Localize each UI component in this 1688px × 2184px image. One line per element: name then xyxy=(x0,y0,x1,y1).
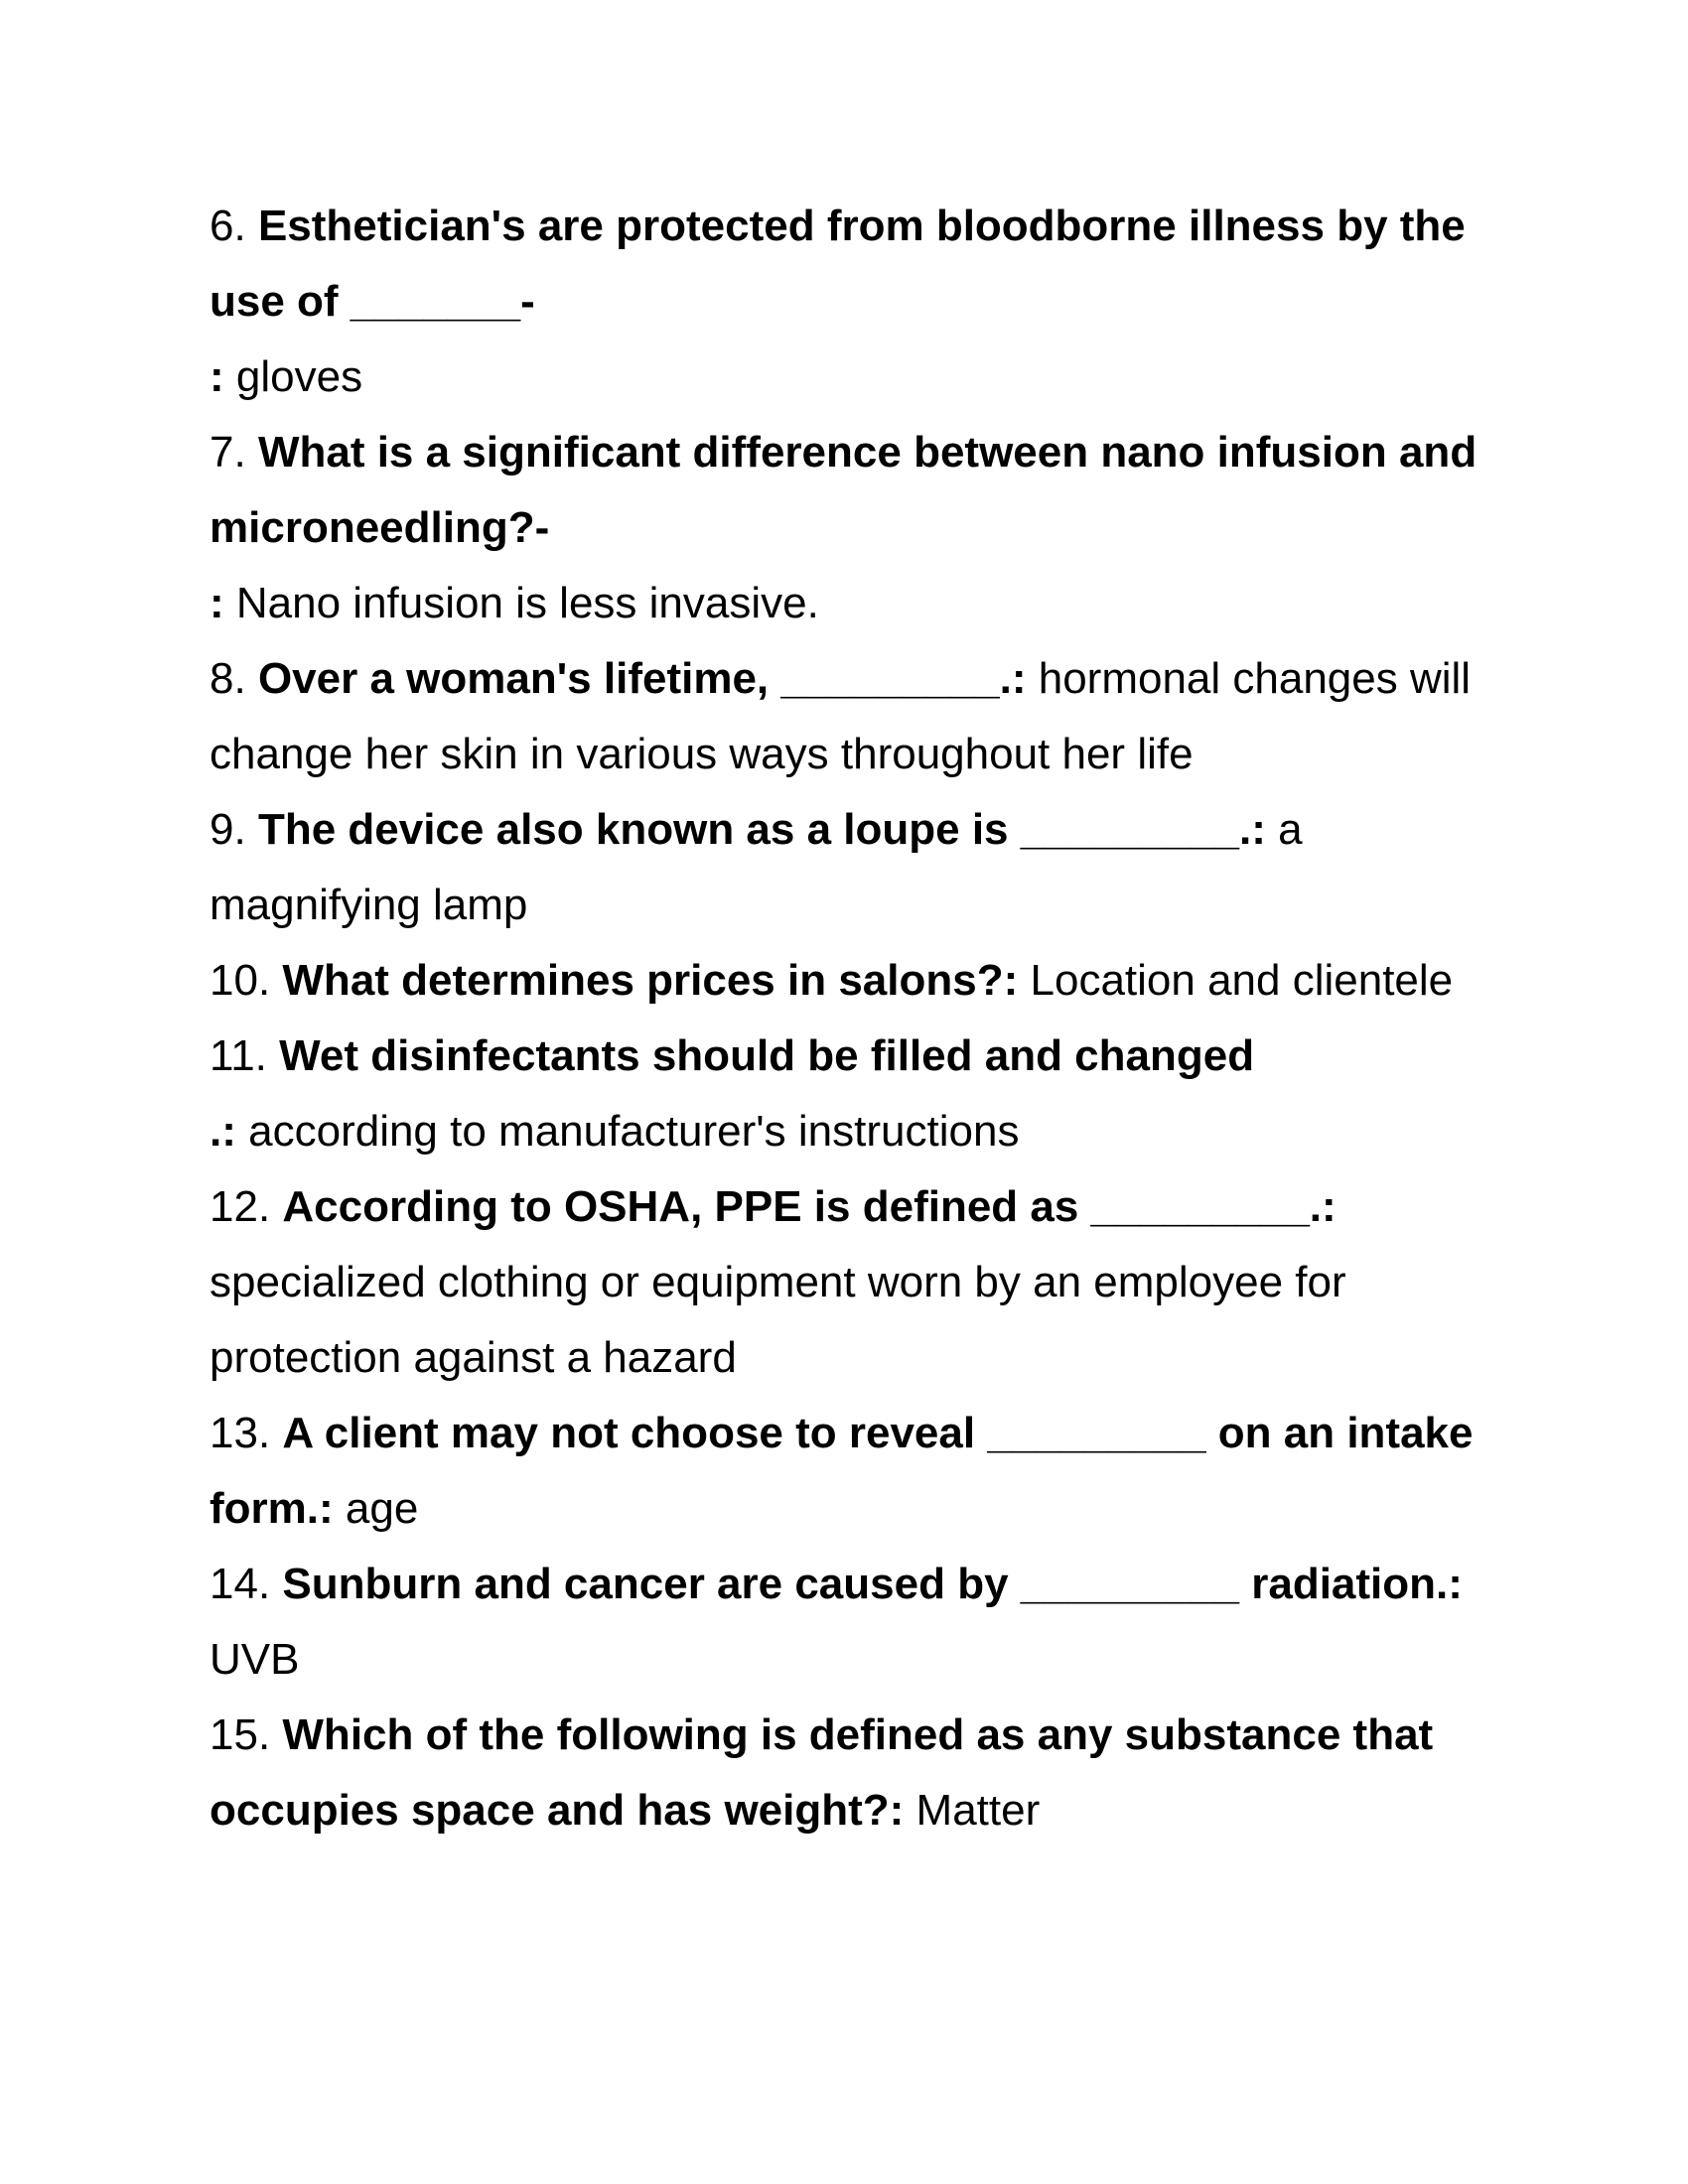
question-text: Which of the following is defined as any substance that occupies space and has weight? xyxy=(210,1710,1434,1835)
qa-item-6 xyxy=(210,189,1500,340)
item-number: 11. xyxy=(210,1031,267,1080)
item-number: 10. xyxy=(210,956,271,1005)
question-text: What determines prices in salons? xyxy=(282,956,1004,1005)
answer-line-7 xyxy=(210,566,1500,641)
answer-line-11 xyxy=(210,1094,1500,1169)
answer-text: gloves xyxy=(235,352,363,401)
answer-separator: : xyxy=(1003,956,1019,1005)
question-text: Over a woman's lifetime, _________. xyxy=(257,654,1012,703)
question-text: According to OSHA, PPE is defined as _________. xyxy=(282,1182,1323,1231)
answer-separator: : xyxy=(1251,805,1266,854)
item-number: 13. xyxy=(210,1409,271,1457)
answer-text: specialized clothing or equipment worn by an employee for protection against a hazard xyxy=(210,1258,1346,1382)
answer-text: hormonal changes will change her skin in various ways throughout her life xyxy=(210,654,1472,778)
item-number: 14. xyxy=(210,1560,271,1608)
question-text: Wet disinfectants should be filled and changed xyxy=(279,1031,1255,1080)
item-number: 9. xyxy=(210,805,246,854)
qa-item-12 xyxy=(210,1169,1500,1396)
answer-text: Location and clientele xyxy=(1030,956,1454,1005)
question-text: Sunburn and cancer are caused by _________ radiation. xyxy=(282,1560,1449,1608)
answer-line-6 xyxy=(210,340,1500,415)
answer-text: UVB xyxy=(210,1635,300,1684)
answer-separator: : xyxy=(319,1484,334,1533)
item-number: 6. xyxy=(210,202,246,250)
answer-separator: .: xyxy=(210,1107,236,1156)
answer-separator: : xyxy=(210,579,224,627)
answer-separator: : xyxy=(889,1786,905,1835)
flashcard-page xyxy=(210,189,1500,1848)
question-text: The device also known as a loupe is _________. xyxy=(257,805,1252,854)
question-text: Esthetician's are protected from bloodborne illness by the use of _______- xyxy=(210,202,1466,326)
qa-item-15 xyxy=(210,1698,1500,1848)
answer-separator: : xyxy=(1448,1560,1463,1608)
answer-separator: : xyxy=(1011,654,1027,703)
item-number: 15. xyxy=(210,1710,271,1759)
answer-text: age xyxy=(345,1484,419,1533)
answer-text: Nano infusion is less invasive. xyxy=(235,579,819,627)
answer-text: according to manufacturer's instructions xyxy=(248,1107,1020,1156)
question-text: A client may not choose to reveal _________ on an intake form. xyxy=(210,1409,1474,1533)
qa-item-9 xyxy=(210,792,1500,943)
item-number: 8. xyxy=(210,654,246,703)
answer-text: a magnifying lamp xyxy=(210,805,1303,929)
question-text: What is a significant difference between nano infusion and microneedling?- xyxy=(210,428,1477,552)
qa-item-11 xyxy=(210,1019,1500,1094)
qa-item-13 xyxy=(210,1396,1500,1547)
item-number: 12. xyxy=(210,1182,271,1231)
answer-separator: : xyxy=(210,352,224,401)
item-number: 7. xyxy=(210,428,246,477)
qa-item-10 xyxy=(210,943,1500,1019)
answer-separator: : xyxy=(1322,1182,1336,1231)
qa-item-14 xyxy=(210,1547,1500,1698)
qa-item-7 xyxy=(210,415,1500,566)
qa-item-8 xyxy=(210,641,1500,792)
answer-text: Matter xyxy=(915,1786,1041,1835)
